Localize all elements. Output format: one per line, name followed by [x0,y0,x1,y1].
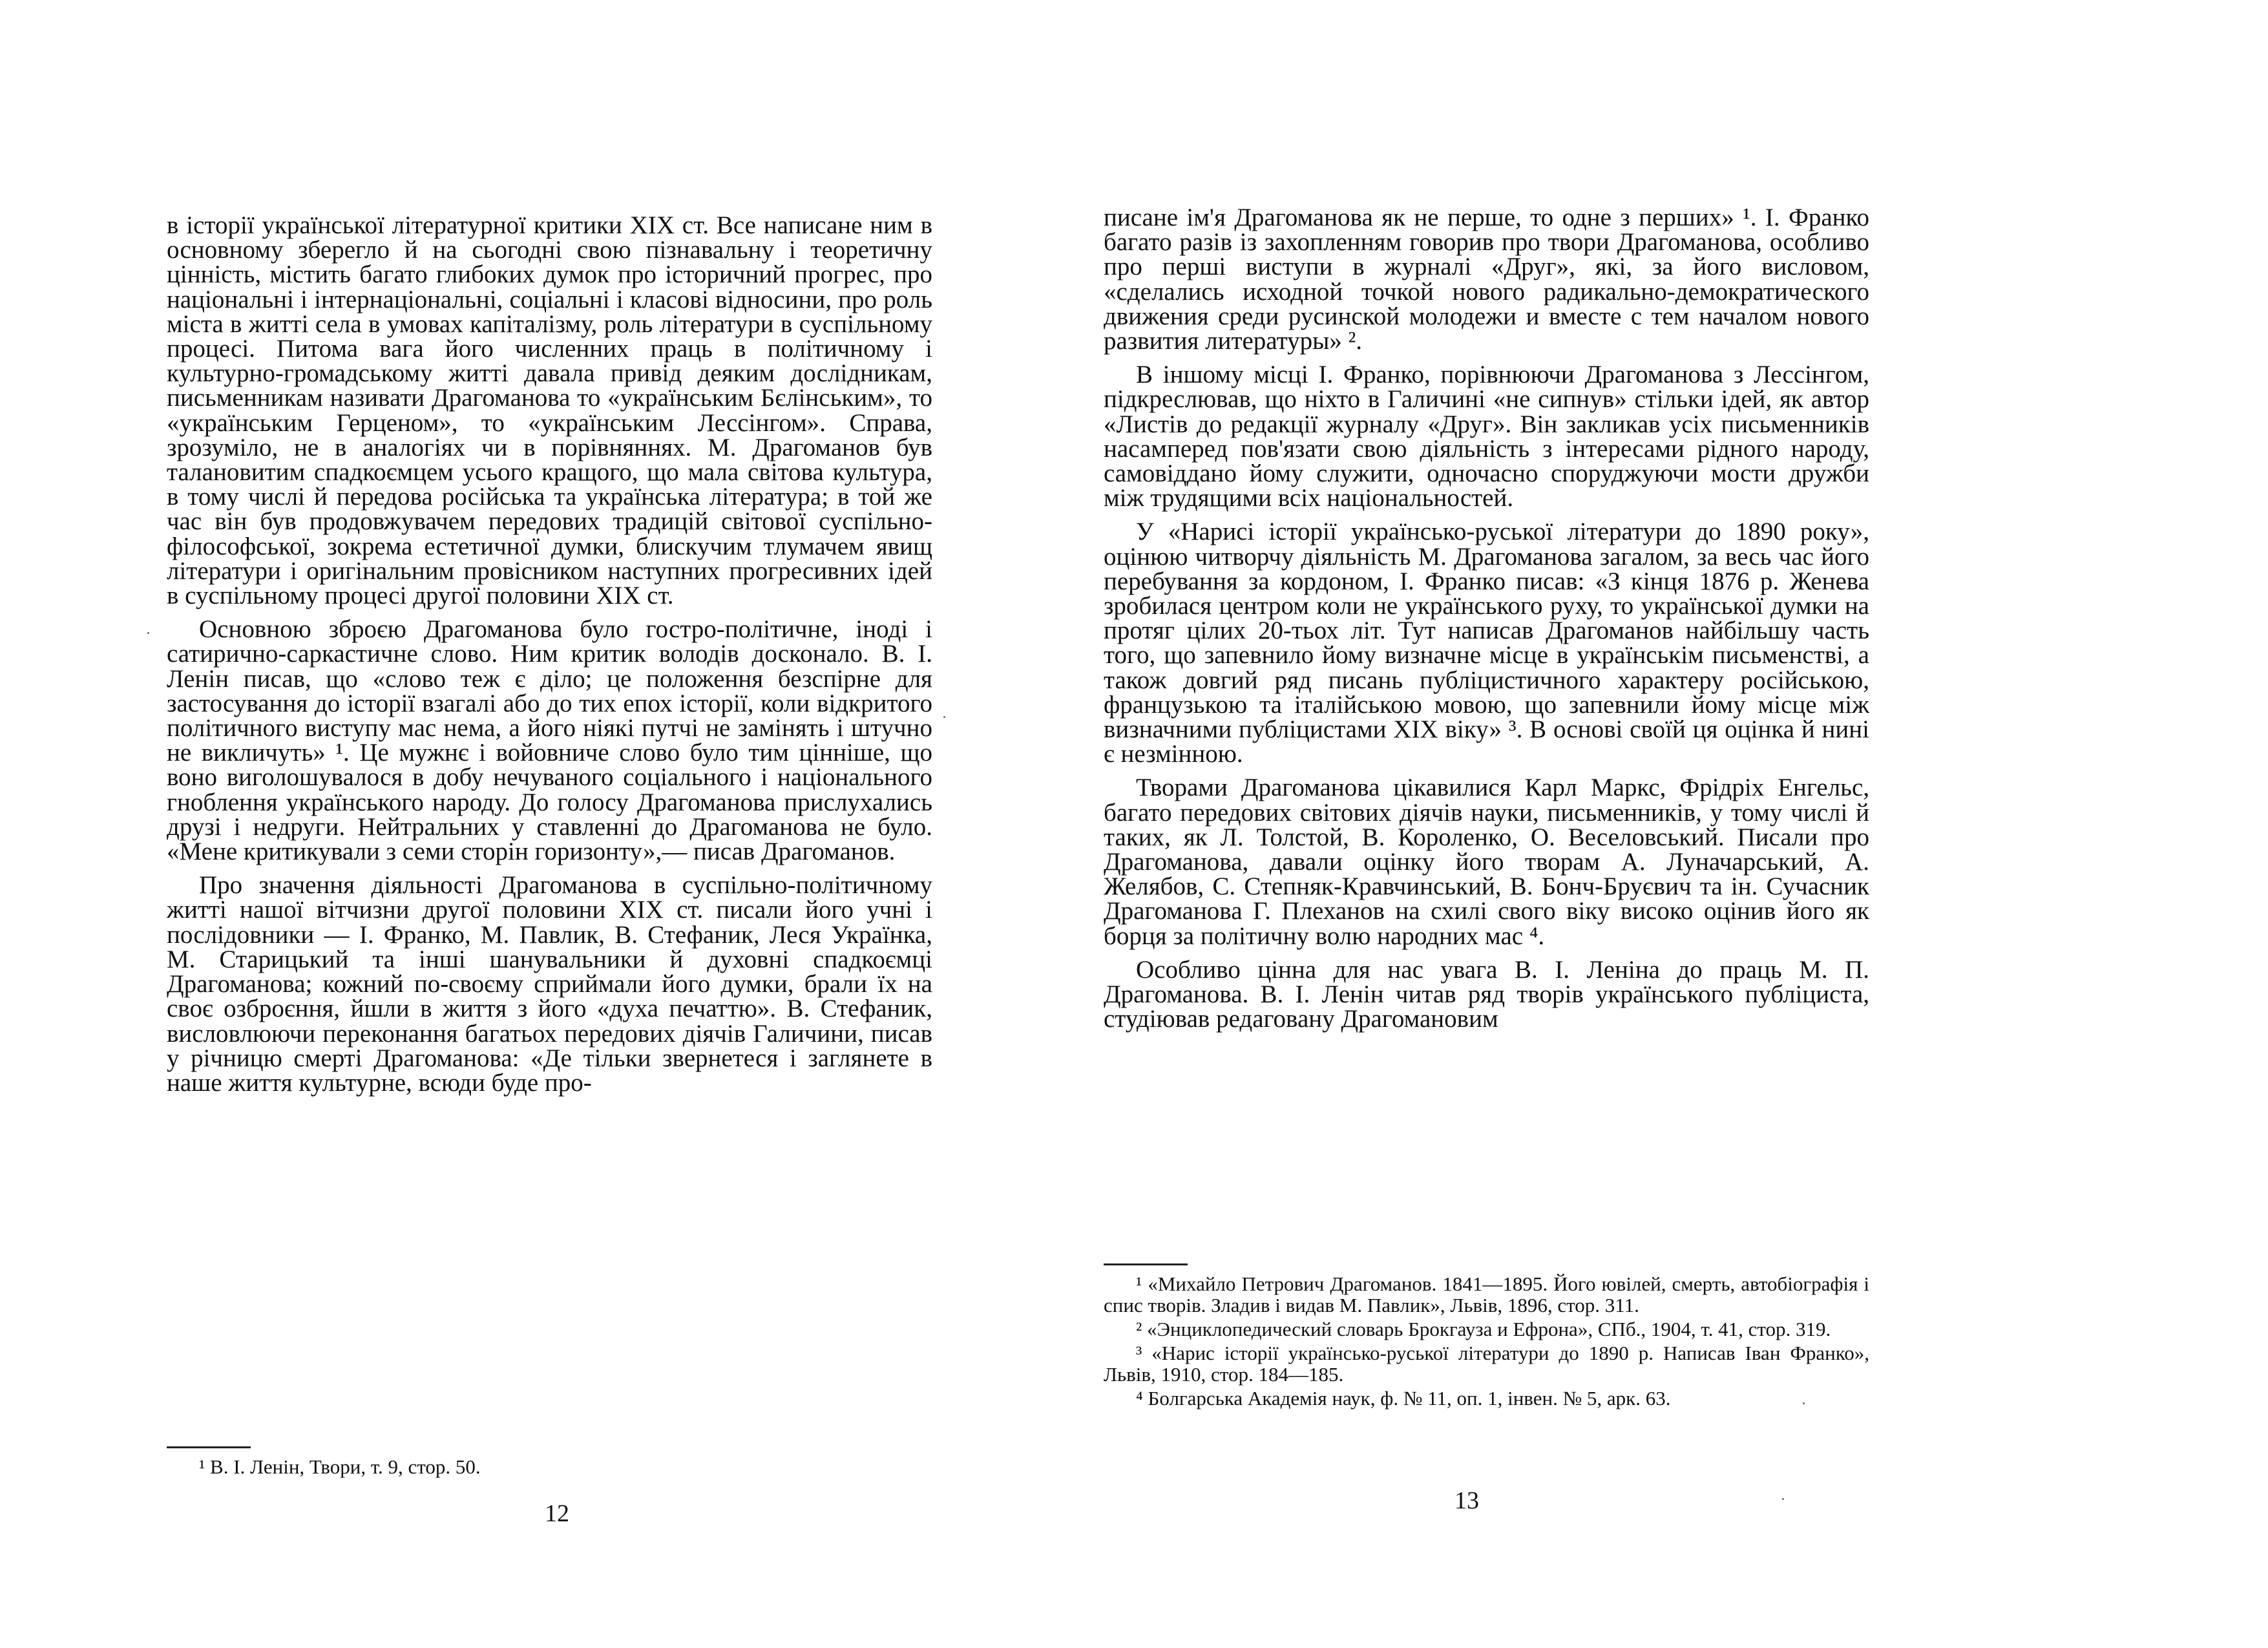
right-footnote-2: ² «Энциклопедический словарь Брокгауза и Ефрона», СПб., 1904, т. 41, стор. 319. [1136,1318,1831,1340]
scan-speck [1803,1402,1805,1404]
right-page-body [1104,206,1869,1032]
right-paragraph-2: В іншому місці І. Франко, порівнюючи Драгоманова з Лессінгом, підкреслював, що ніхто в Галичині «не сипнув» стільки ідей, як автор «Листів до редакції журналу «Друг». Він закликав усіх письменників насамперед пов'язати свою діяльність з інтересами рідного народу, самовіддано йому служити, одночасно споруджуючи мости дружби між трудящими всіх національностей. [1104,361,1869,512]
left-page-number: 12 [545,1500,569,1527]
right-paragraph-4: Творами Драгоманова цікавилися Карл Маркс, Фрідріх Енгельс, багато передових світових діячів науки, письменників, у тому числі й таких, як Л. Толстой, В. Короленко, О. Веселовський. Писали про Драгоманова, давали оцінку його творам А. Луначарський, А. Желябов, С. Степняк-Кравчинський, В. Бонч-Бруєвич та ін. Сучасник Драгоманова Г. Плеханов на схилі свого віку високо оцінив його як борця за політичну волю народних мас ⁴. [1104,774,1869,950]
scan-speck [147,632,149,634]
right-paragraph-5: Особливо цінна для нас увага В. І. Леніна до праць М. П. Драгоманова. В. І. Ленін читав ряд творів українського публіциста, студіював редаговану Драгомановим [1104,955,1869,1033]
left-page-body [167,213,932,1095]
left-footnote-rule [167,1446,251,1448]
right-footnote-1: ¹ «Михайло Петрович Драгоманов. 1841—1895. Його ювілей, смерть, автобіографія і спис творів. Зладив і видав М. Павлик», Львів, 1896, стор. 311. [1104,1273,1869,1316]
right-footnote-3: ³ «Нарис історії українсько-руської літератури до 1890 р. Написав Іван Франко», Львів, 1910, стор. 184—185. [1104,1342,1869,1386]
right-page-number: 13 [1454,1487,1479,1514]
right-paragraph-1: писане ім'я Драгоманова як не перше, то одне з перших» ¹. І. Франко багато разів із захопленням говорив про твори Драгоманова, особливо про перші виступи в журналі «Друг», які, за його висловом, «сделались исходной точкой нового радикально-демократического движения среди русинской молодежи и вместе с тем началом нового развития литературы» ². [1104,204,1869,355]
left-paragraph-3: Про значення діяльності Драгоманова в суспільно-політичному житті нашої вітчизни другої половини XIX ст. писали його учні і послідовники — І. Франко, М. Павлик, В. Стефаник, Леся Українка, М. Старицький та інші шанувальники й духовні спадкоємці Драгоманова; кожний по-своєму сприймали його думки, брали їх на своє озброєння, йшли в життя з його «духа печаттю». В. Стефаник, висловлюючи переконання багатьох передових діячів Галичини, писав у річницю смерті Драгоманова: «Де тільки звернетеся і заглянете в наше життя культурне, всюди буде про- [167,871,932,1097]
right-paragraph-3: У «Нарисі історії українсько-руської літератури до 1890 року», оцінюю читворчу діяльність М. Драгоманова загалом, за весь час його перебування за кордоном, І. Франко писав: «З кінця 1876 р. Женева зробилася центром коли не українського руху, то української думки на протяг цілих 20-тьох літ. Тут написав Драгоманов найбільшу часть того, що запевнило йому визначне місце в українськім письменстві, а також довгий ряд писань публіцистичного характеру російською, французькою та італійською мовою, що запевнили йому місце між визначними публіцистами XIX віку» ³. В основі своїй ця оцінка й нині є незмінною. [1104,518,1869,768]
scan-speck [943,716,945,718]
right-footnotes [1104,1263,1869,1409]
scan-speck [1782,1498,1784,1500]
left-paragraph-2: Основною зброєю Драгоманова було гостро-політичне, іноді і сатирично-саркастичне слово. Ним критик володів досконало. В. І. Ленін писав, що «слово теж є діло; це положення безспірне для застосування до історії взагалі або до тих епох історії, коли відкритого політичного виступу мас нема, а його ніякі путчі не замінять і штучно не викличуть» ¹. Це мужнє і войовниче слово було тим цінніше, що воно виголошувалося в добу нечуваного соціального і національного гноблення українського народу. До голосу Драгоманова прислухались друзі і недруги. Нейтральних у ставленні до Драгоманова не було. «Мене критикували з семи сторін горизонту»,— писав Драгоманов. [167,615,932,866]
left-paragraph-1: в історії української літературної критики XIX ст. Все написане ним в основному збереглo й на сьогодні свою пізнавальну і теоретичну цінність, містить багато глибоких думок про історичний прогрес, про національні і інтернаціональні, соціальні і класові відносини, про роль міста в житті села в умовах капіталізму, роль літератури в суспільному процесі. Питома вага його численних праць в політичному і культурно-громадському житті давала привід деяким дослідникам, письменникам називати Драгоманова то «українським Бєлінським», то «українським Герценом», то «українським Лессінгом». Справа, зрозуміло, не в аналогіях чи в порівняннях. М. Драгоманов був талановитим спадкоємцем усього кращого, що мала світова культура, в тому числі й передова російська та українська література; в той же час він був продовжувачем передових традицій світової суспільно-філософської, зокрема естетичної думки, блискучим тлумачем явищ літератури і оригінальним провісником наступних прогресивних ідей в суспільному процесі другої половини XIX ст. [167,211,932,610]
right-footnote-rule [1104,1263,1188,1265]
right-footnote-4: ⁴ Болгарська Академія наук, ф. № 11, оп. 1, інвен. № 5, арк. 63. [1136,1387,1671,1410]
left-footnote-1: ¹ В. І. Ленін, Твори, т. 9, стор. 50. [199,1455,481,1478]
left-footnotes [167,1446,932,1477]
